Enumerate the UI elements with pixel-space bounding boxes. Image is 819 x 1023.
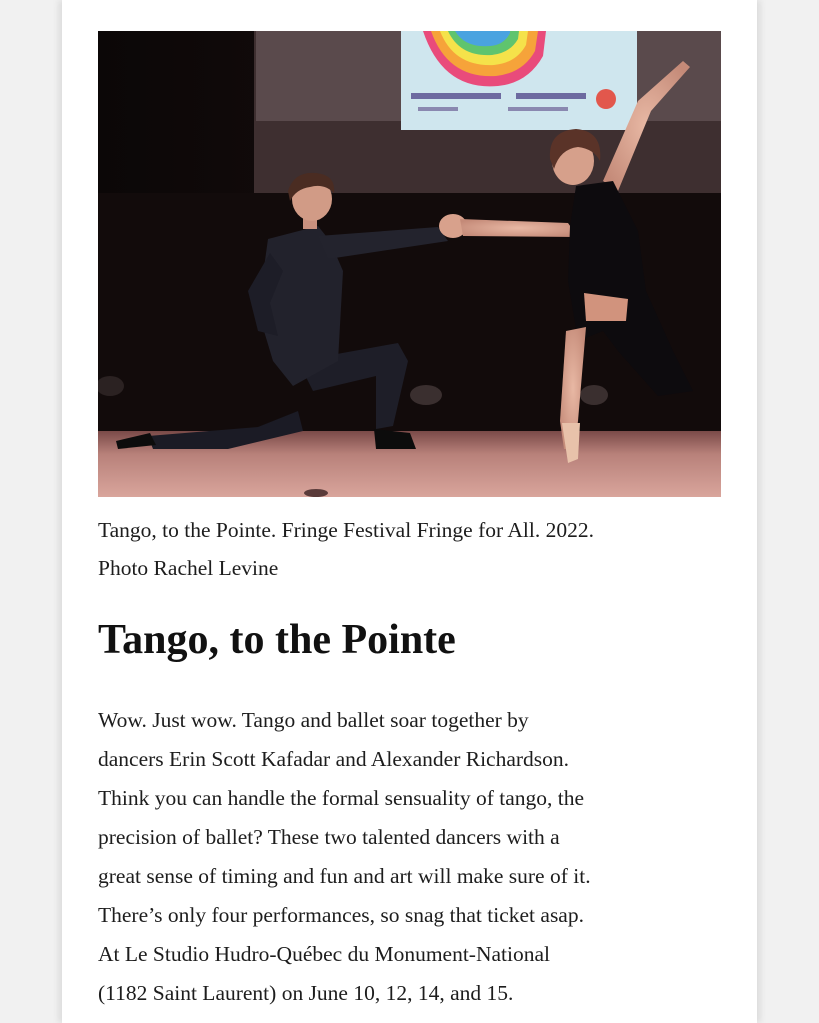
caption-line-1: Tango, to the Pointe. Fringe Festival Fringe for All. 2022.: [98, 518, 594, 542]
article-photo[interactable]: [98, 31, 721, 497]
body-line: Wow. Just wow. Tango and ballet soar together by: [98, 708, 529, 732]
body-line: (1182 Saint Laurent) on June 10, 12, 14, and 15.: [98, 981, 514, 1005]
page-margin-right: [757, 0, 819, 1023]
article-title: Tango, to the Pointe: [98, 617, 456, 663]
body-line: dancers Erin Scott Kafadar and Alexander Richardson.: [98, 747, 570, 771]
dancers-photo-illustration: [98, 31, 721, 497]
article-body: [98, 701, 738, 1013]
page-margin-left: [0, 0, 62, 1023]
body-line: great sense of timing and fun and art will make sure of it.: [98, 864, 591, 888]
body-line: precision of ballet? These two talented dancers with a: [98, 825, 560, 849]
caption-line-2: Photo Rachel Levine: [98, 556, 279, 580]
body-line: At Le Studio Hudro-Québec du Monument-National: [98, 942, 551, 966]
body-line: Think you can handle the formal sensuality of tango, the: [98, 786, 585, 810]
photo-caption: [98, 511, 738, 587]
body-line: There’s only four performances, so snag that ticket asap.: [98, 903, 584, 927]
